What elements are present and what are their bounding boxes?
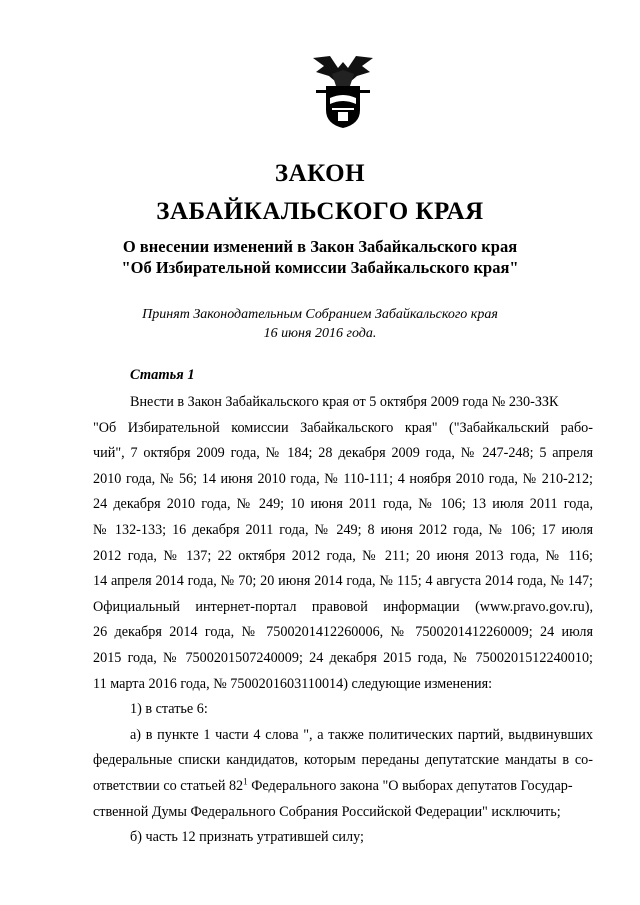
document-title-line-2: ЗАБАЙКАЛЬСКОГО КРАЯ [156,198,484,225]
paragraph-line: 11 марта 2016 года, № 7500201603110014) следующие изменения: [93,675,493,692]
coat-of-arms-icon [310,52,376,130]
article-heading: Статья 1 [130,367,195,383]
document-title-line-1: ЗАКОН [274,160,366,187]
paragraph-line: 2010 года, № 56; 14 июня 2010 года, № 110-111; 4 ноября 2010 года, № 210-212; [93,470,593,487]
list-item-article-6: 1) в статье 6: [130,701,208,718]
paragraph-line: чий", 7 октября 2009 года, № 184; 28 декабря 2009 года, № 247-248; 5 апреля [93,445,593,462]
paragraph-text: ответствии со статьей 82 [93,777,244,794]
paragraph-line: Внести в Закон Забайкальского края от 5 октября 2009 года № 230-ЗЗК [130,394,559,410]
list-item-b: б) часть 12 признать утратившей силу; [130,829,364,846]
superscript: 1 [243,776,248,787]
adoption-date: 16 июня 2016 года. [263,326,377,341]
paragraph-line: 2012 года, № 137; 22 октября 2012 года, № 211; 20 июня 2013 года, № 116; [93,547,593,564]
list-item-a: а) в пункте 1 части 4 слова ", а также политических партий, выдвинувших [130,726,593,743]
paragraph-line: 24 декабря 2010 года, № 249; 10 июня 2011 года, № 106; 13 июля 2011 года, [93,496,593,513]
paragraph-line: федеральные списки кандидатов, которым переданы депутатские мандаты в со- [93,752,593,769]
article-body [93,390,593,851]
paragraph-line: 2015 года, № 7500201507240009; 24 декабря 2015 года, № 7500201512240010; [93,649,593,666]
paragraph-line: 14 апреля 2014 года, № 70; 20 июня 2014 года, № 115; 4 августа 2014 года, № 147; [93,573,593,590]
paragraph-text: Федерального закона "О выборах депутатов Государ- [247,777,573,794]
paragraph-line: 26 декабря 2014 года, № 7500201412260006, № 7500201412260009; 24 июля [93,624,593,641]
paragraph-line [93,774,593,800]
paragraph-line: ственной Думы Федерального Собрания Российской Федерации" исключить; [93,803,561,820]
paragraph-line: "Об Избирательной комиссии Забайкальского края" ("Забайкальский рабо- [93,419,593,436]
adoption-note-line-1: Принят Законодательным Собранием Забайкальского края [142,307,498,322]
paragraph-line: № 132-133; 16 декабря 2011 года, № 249; 8 июня 2012 года, № 106; 17 июля [93,521,593,538]
document-subtitle-line-2: "Об Избирательной комиссии Забайкальского края" [121,258,519,277]
paragraph-line: Официальный интернет-портал правовой информации (www.pravo.gov.ru), [93,598,593,615]
document-subtitle-line-1: О внесении изменений в Закон Забайкальского края [122,237,518,256]
